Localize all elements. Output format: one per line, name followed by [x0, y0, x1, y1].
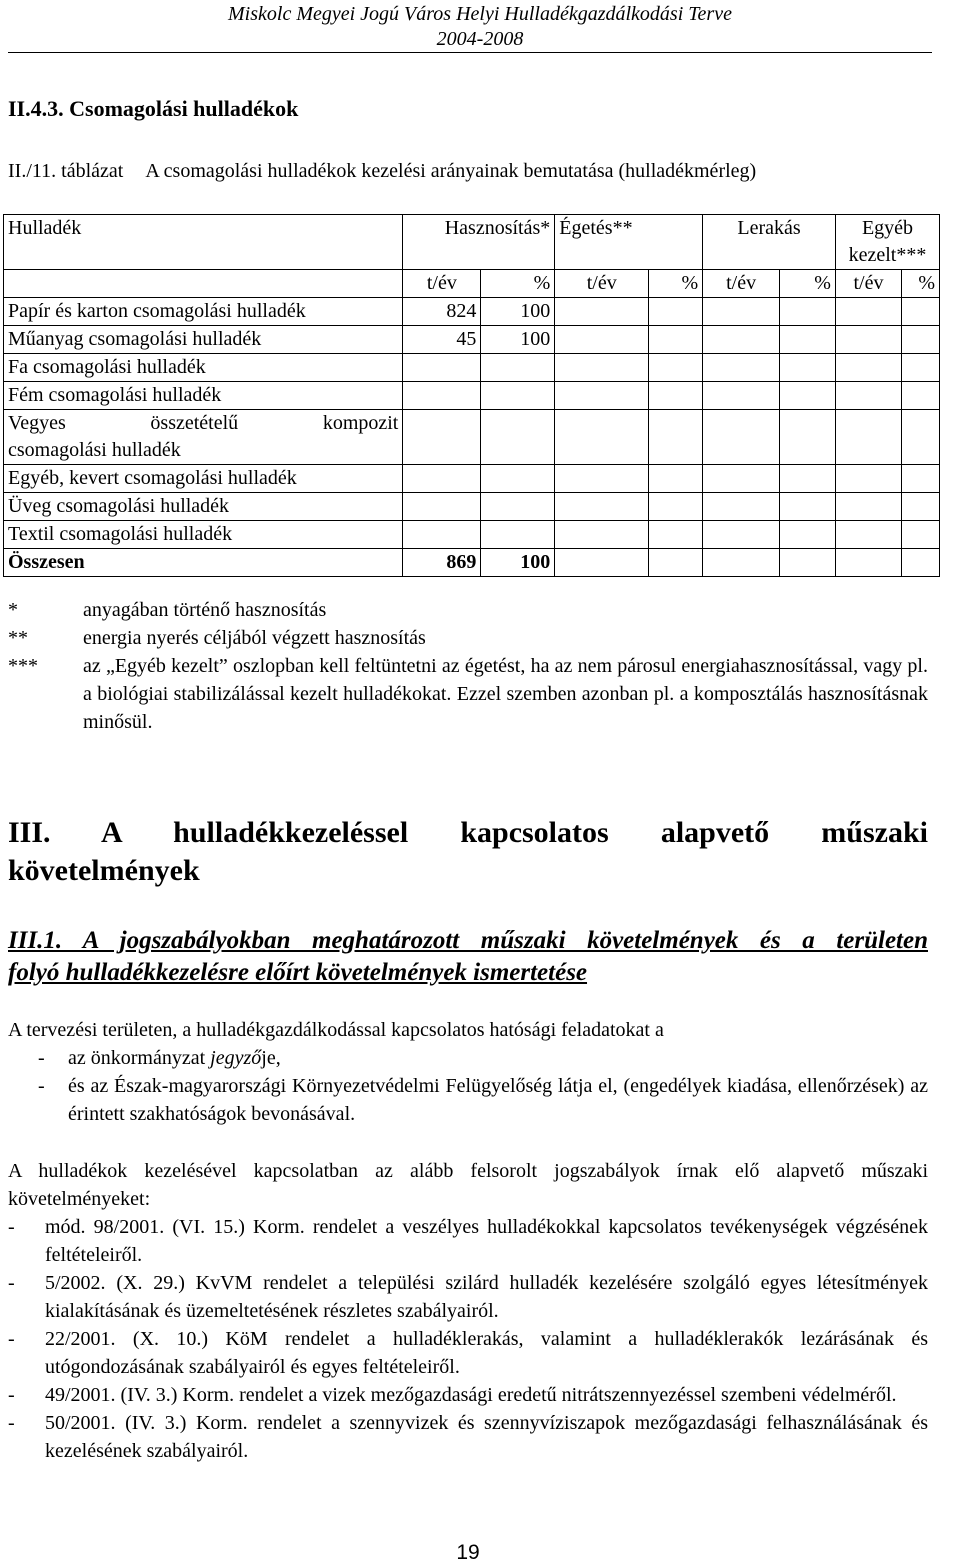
list-dash: - [8, 1328, 15, 1350]
table-row [4, 298, 940, 326]
subheader-unit: t/év [835, 270, 901, 298]
total-value: 100 [481, 549, 555, 577]
list-dash: - [8, 1216, 15, 1238]
list-item-text: 5/2002. (X. 29.) KvVM rendelet a települési szilárd hulladék kezelésére szolgáló egyes létesítmények kialakításának és üzemeltetésének részletes szabályairól. [45, 1272, 928, 1322]
footnote-text: anyagában történő hasznosítás [83, 599, 327, 621]
list-dash: - [38, 1047, 45, 1069]
table-subheader-row [4, 270, 940, 298]
footnote-text: energia nyerés céljából végzett hasznosítás [83, 627, 426, 649]
row-label: Fém csomagolási hulladék [4, 382, 403, 410]
row-label: Műanyag csomagolási hulladék [4, 326, 403, 354]
section-title: II.4.3. Csomagolási hulladékok [8, 96, 299, 121]
row-label-line: Vegyes összetételű kompozit [8, 412, 399, 434]
row-label-line: csomagolási hulladék [8, 439, 181, 461]
subchapter-heading-line: folyó hulladékkezelésre előírt követelmények ismertetése [8, 959, 588, 986]
header-years: 2004-2008 [436, 28, 524, 50]
footnote-mark: *** [8, 655, 38, 677]
row-label: Papír és karton csomagolási hulladék [4, 298, 403, 326]
list-item-text: 50/2001. (IV. 3.) Korm. rendelet a szennyvizek és szennyvíziszapok mezőgazdasági felhasználásának és kezelésének szabályairól. [45, 1412, 928, 1462]
subheader-unit: % [780, 270, 836, 298]
table-footnotes [8, 596, 928, 736]
page-number: 19 [456, 1541, 480, 1564]
page-header [0, 2, 960, 52]
table-row [4, 326, 940, 354]
subheader-unit: % [649, 270, 703, 298]
list-item-text: mód. 98/2001. (VI. 15.) Korm. rendelet a veszélyes hulladékokkal kapcsolatos tevékenységek végzésének feltételeiről. [45, 1216, 928, 1266]
table-row [4, 410, 940, 465]
footnote [8, 624, 928, 652]
footnote [8, 596, 928, 624]
list-item-text: 49/2001. (IV. 3.) Korm. rendelet a vizek mezőgazdasági eredetű nitrátszennyezéssel szembeni védelméről. [45, 1384, 897, 1406]
authority-list [8, 1044, 928, 1128]
list-item [8, 1213, 928, 1269]
list-item [8, 1409, 928, 1465]
list-item [8, 1044, 928, 1072]
cell-value: 824 [403, 298, 481, 326]
total-label: Összesen [4, 549, 403, 577]
row-label: Egyéb, kevert csomagolási hulladék [4, 465, 403, 493]
list-item-text [68, 1044, 928, 1072]
list-item [8, 1381, 928, 1409]
row-label: Fa csomagolási hulladék [4, 354, 403, 382]
list-dash: - [8, 1384, 15, 1406]
table-row [4, 465, 940, 493]
table-caption [8, 160, 756, 183]
list-dash: - [8, 1272, 15, 1294]
list-item-text: és az Észak-magyarországi Környezetvédelmi Felügyelőség látja el, (engedélyek kiadása, ellenőrzések) az érintett szakhatóságok bevonásával. [68, 1075, 928, 1125]
paragraph-text: A tervezési területen, a hulladékgazdálkodással kapcsolatos hatósági feladatokat a [8, 1019, 664, 1041]
chapter-heading-line: követelmények [8, 854, 200, 887]
row-label [4, 410, 403, 465]
subheader-unit: t/év [555, 270, 649, 298]
footnote-mark: * [8, 599, 18, 621]
table-header-row [4, 215, 940, 270]
regulations-list [8, 1213, 928, 1465]
subheader-unit: t/év [703, 270, 780, 298]
list-item [8, 1269, 928, 1325]
table-row [4, 354, 940, 382]
table-caption-text: A csomagolási hulladékok kezelési arányainak bemutatása (hulladékmérleg) [145, 160, 757, 182]
cell-value: 45 [403, 326, 481, 354]
total-value: 869 [403, 549, 481, 577]
list-item [8, 1072, 928, 1128]
waste-balance-table [3, 214, 940, 577]
regulations-paragraph [8, 1157, 928, 1465]
subheader-unit: % [481, 270, 555, 298]
list-item-text: 22/2001. (X. 10.) KöM rendelet a hulladéklerakás, valamint a hulladéklerakók lezárásának és utógondozásának szabályairól és egyes feltételeiről. [45, 1328, 928, 1378]
table-row [4, 493, 940, 521]
subchapter-heading-line: III.1. A jogszabályokban meghatározott műszaki követelmények és a területen [8, 927, 928, 954]
subheader-unit: t/év [403, 270, 481, 298]
cell-value: 100 [481, 326, 555, 354]
authority-paragraph [8, 1016, 928, 1128]
list-item [8, 1325, 928, 1381]
footnote [8, 652, 928, 736]
paragraph-text: A hulladékok kezelésével kapcsolatban az alább felsorolt jogszabályok írnak elő alapvető műszaki követelményeket: [8, 1160, 928, 1210]
header-waste: Hulladék [4, 215, 403, 270]
subheader-unit: % [901, 270, 939, 298]
cell-value: 100 [481, 298, 555, 326]
footnote-text: az „Egyéb kezelt” oszlopban kell feltüntetni az égetést, ha az nem párosul energiahasznosítással, vagy pl. a biológiai stabilizálással kezelt hulladékokat. Ezzel szemben azonban pl. a komposztálás hasznosításnak minősül. [83, 655, 928, 733]
text-fragment: az önkormányzat [68, 1047, 211, 1069]
header-landfill: Lerakás [703, 215, 836, 270]
header-incineration: Égetés** [555, 215, 703, 270]
header-other: Egyéb kezelt*** [835, 215, 939, 270]
subheader-empty [4, 270, 403, 298]
header-divider [8, 52, 932, 53]
table-number: II./11. táblázat [8, 160, 124, 182]
row-label: Textil csomagolási hulladék [4, 521, 403, 549]
table-row [4, 382, 940, 410]
chapter-heading-line: III. A hulladékkezeléssel kapcsolatos alapvető műszaki [8, 816, 928, 849]
subchapter-heading [8, 925, 928, 989]
header-recovery: Hasznosítás* [403, 215, 555, 270]
table-total-row [4, 549, 940, 577]
text-fragment: je, [261, 1047, 281, 1069]
footnote-mark: ** [8, 627, 28, 649]
list-dash: - [38, 1075, 45, 1097]
table-row [4, 521, 940, 549]
row-label: Üveg csomagolási hulladék [4, 493, 403, 521]
text-fragment-italic: jegyző [210, 1047, 262, 1069]
chapter-heading [8, 814, 928, 890]
header-title: Miskolc Megyei Jogú Város Helyi Hulladékgazdálkodási Terve [228, 3, 732, 25]
list-dash: - [8, 1412, 15, 1434]
